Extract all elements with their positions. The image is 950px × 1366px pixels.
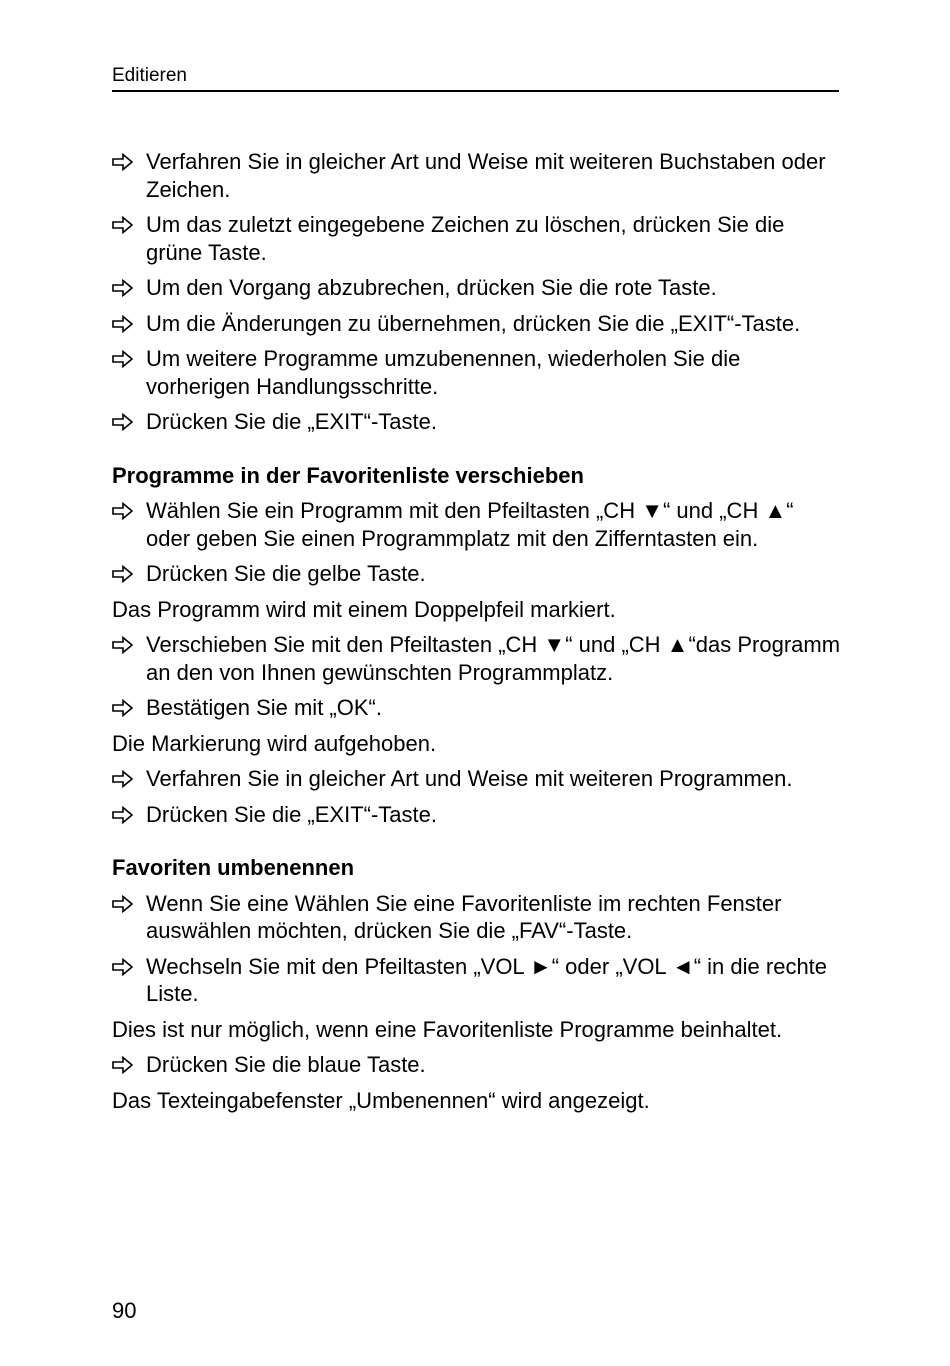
instruction-step [112, 631, 842, 686]
step-text: Drücken Sie die „EXIT“-Taste. [146, 801, 437, 827]
hollow-arrow-right-icon [112, 1056, 134, 1074]
page-number: 90 [112, 1298, 137, 1323]
instruction-step [112, 274, 842, 302]
step-text: Um das zuletzt eingegebene Zeichen zu löschen, drücken Sie die grüne Taste. [146, 212, 785, 265]
result-text: Das Texteingabefenster „Umbenennen“ wird angezeigt. [112, 1087, 650, 1113]
hollow-arrow-right-icon [112, 565, 134, 583]
instruction-step [112, 765, 842, 793]
instruction-step [112, 497, 842, 552]
step-text: Um weitere Programme umzubenennen, wiederholen Sie die vorherigen Handlungsschritte. [146, 346, 741, 399]
result-text: Dies ist nur möglich, wenn eine Favoritenliste Programme beinhaltet. [112, 1016, 783, 1042]
step-text: Wechseln Sie mit den Pfeiltasten „VOL ►“ oder „VOL ◄“ in die rechte Liste. [146, 953, 828, 1006]
step-text: Verfahren Sie in gleicher Art und Weise mit weiteren Programmen. [146, 766, 793, 791]
result-text: Das Programm wird mit einem Doppelpfeil markiert. [112, 596, 616, 622]
hollow-arrow-right-icon [112, 216, 134, 234]
instruction-step [112, 1051, 842, 1079]
instruction-step [112, 560, 842, 588]
step-text: Verschieben Sie mit den Pfeiltasten „CH ▼“ und „CH ▲“das Programm an den von Ihnen gewünschten Programmplatz. [146, 632, 841, 685]
instruction-step [112, 310, 842, 338]
result-text: Die Markierung wird aufgehoben. [112, 730, 437, 756]
instruction-step [112, 694, 842, 722]
instruction-step [112, 345, 842, 400]
step-text: Bestätigen Sie mit „OK“. [146, 695, 382, 720]
section-heading: Favoriten umbenennen [112, 855, 355, 880]
step-text: Wenn Sie eine Wählen Sie eine Favoritenliste im rechten Fenster auswählen möchten, drücken Sie die „FAV“-Taste. [146, 890, 782, 943]
step-text: Drücken Sie die „EXIT“-Taste. [146, 409, 437, 434]
section-2 [112, 854, 842, 1114]
section-0 [112, 148, 842, 436]
hollow-arrow-right-icon [112, 699, 134, 717]
section-1 [112, 462, 842, 829]
hollow-arrow-right-icon [112, 413, 134, 431]
instruction-step [112, 211, 842, 266]
step-text: Um den Vorgang abzubrechen, drücken Sie die rote Taste. [146, 275, 717, 300]
instruction-step [112, 953, 842, 1008]
page-header [112, 62, 839, 92]
instruction-step [112, 801, 842, 829]
step-text: Um die Änderungen zu übernehmen, drücken Sie die „EXIT“-Taste. [146, 310, 801, 336]
instruction-step [112, 148, 842, 203]
header-title: Editieren [112, 65, 187, 86]
section-heading: Programme in der Favoritenliste verschieben [112, 462, 584, 488]
hollow-arrow-right-icon [112, 502, 134, 520]
instruction-step [112, 890, 842, 945]
step-text: Drücken Sie die blaue Taste. [146, 1052, 426, 1077]
hollow-arrow-right-icon [112, 279, 134, 297]
hollow-arrow-right-icon [112, 770, 134, 788]
hollow-arrow-right-icon [112, 958, 134, 976]
step-text: Wählen Sie ein Programm mit den Pfeiltasten „CH ▼“ und „CH ▲“ oder geben Sie einen Programmplatz mit den Zifferntasten ein. [146, 498, 794, 551]
step-text: Verfahren Sie in gleicher Art und Weise mit weiteren Buchstaben oder Zeichen. [146, 149, 826, 202]
instruction-step [112, 408, 842, 436]
hollow-arrow-right-icon [112, 806, 134, 824]
hollow-arrow-right-icon [112, 636, 134, 654]
page-content [112, 148, 842, 1122]
hollow-arrow-right-icon [112, 350, 134, 368]
hollow-arrow-right-icon [112, 895, 134, 913]
hollow-arrow-right-icon [112, 315, 134, 333]
step-text: Drücken Sie die gelbe Taste. [146, 561, 426, 586]
hollow-arrow-right-icon [112, 153, 134, 171]
